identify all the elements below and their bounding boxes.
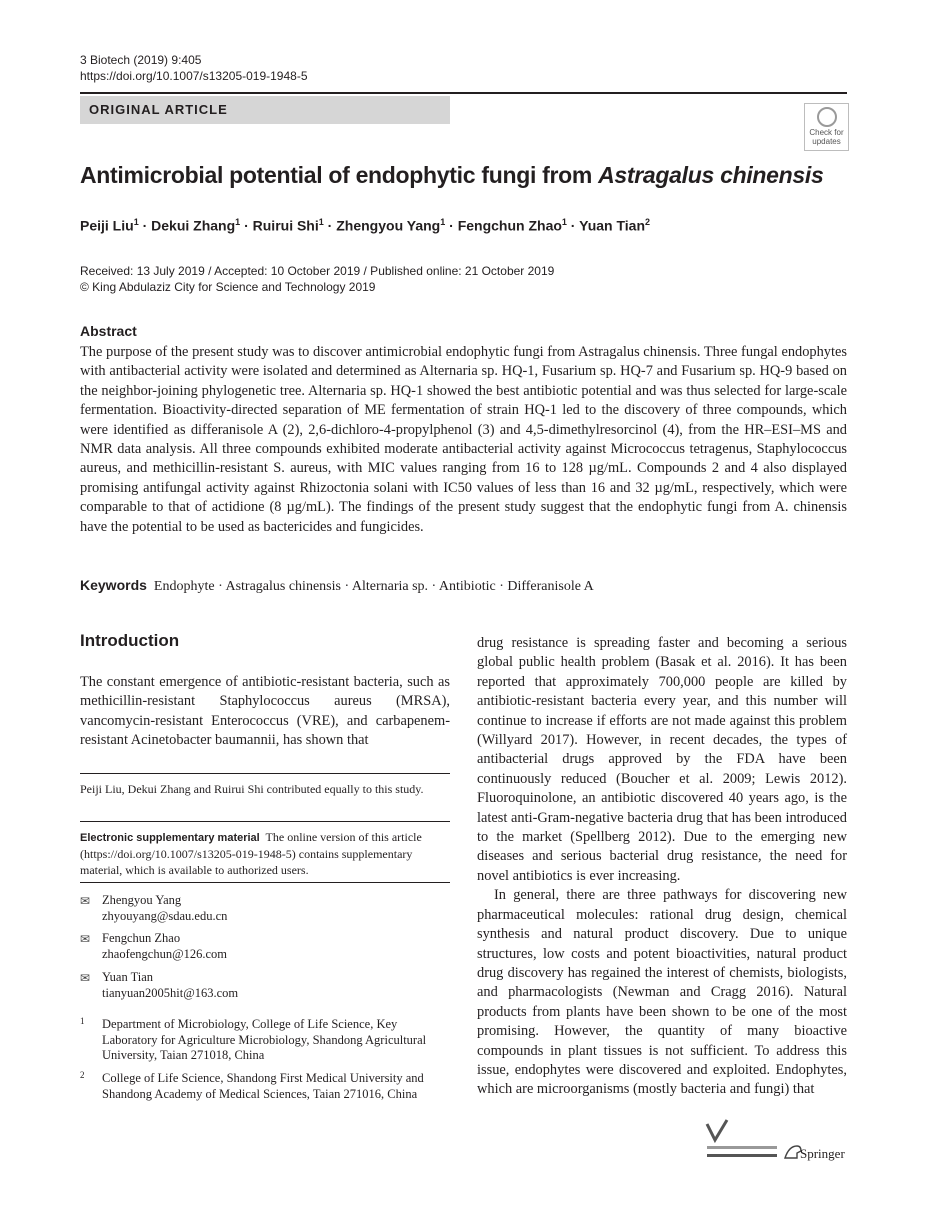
footnote-rule-3 <box>80 882 450 883</box>
affiliation-number: 2 <box>80 1070 85 1080</box>
affiliation-text: College of Life Science, Shandong First Medical University and Shandong Academy of Medical Sciences, Taian 271016, China <box>102 1071 424 1101</box>
author-name[interactable]: Zhengyou Yang <box>336 217 441 234</box>
check-for-updates-badge[interactable] <box>804 103 849 151</box>
author-name[interactable]: Dekui Zhang <box>151 217 236 234</box>
author-affiliation-sup: 1 <box>235 217 241 227</box>
header-rule <box>80 92 847 94</box>
author-affiliation-sup: 1 <box>133 217 139 227</box>
check-updates-label-2: updates <box>812 137 841 146</box>
esm-label: Electronic supplementary material <box>80 832 260 844</box>
author-name[interactable]: Fengchun Zhao <box>457 217 562 234</box>
author-separator: · <box>445 217 458 234</box>
springer-wordmark: Springer <box>800 1146 845 1161</box>
keywords-text: Endophyte · Astragalus chinensis · Alternaria sp. · Antibiotic · Differanisole A <box>153 579 594 594</box>
introduction-left-column: The constant emergence of antibiotic-resistant bacteria, such as methicillin-resistant Staphylococcus aureus (MRSA), vancomycin-resistant Enterococcus (VRE), and carbapenem-resistant Acinetobacter baumannii, has shown that <box>80 674 450 749</box>
article-title <box>80 162 823 189</box>
keywords-label: Keywords <box>80 577 147 593</box>
footnote-rule <box>80 773 450 774</box>
journal-reference: 3 Biotech (2019) 9:405 <box>80 53 202 67</box>
author-separator: · <box>138 217 152 234</box>
author-affiliation-sup: 1 <box>318 217 324 227</box>
title-species: Astragalus chinensis <box>598 162 824 188</box>
affiliation-number: 1 <box>80 1016 85 1026</box>
copyright-line: © King Abdulaziz City for Science and Technology 2019 <box>80 280 376 294</box>
author-name[interactable]: Peiji Liu <box>80 217 134 234</box>
envelope-icon: ✉ <box>80 971 91 985</box>
intro-paragraph-2: In general, there are three pathways for discovering new pharmaceutical molecules: rational drug design, chemical synthesis and natural product discovery. Due to unique structures, low costs and potent bioactivities, natural product drug discovery has regained the interest of chemists, biologists, and pharmacologists (Newman and Cragg 2016). Natural products from plants have been shown to be one of the most promising. However, the quantity of many bioactive compounds in plant tissues is not sufficient. To address this issue, endophytes were discovered and exploited. Endophytes, which are microorganisms (mostly bacteria and fungi) that <box>477 887 847 1098</box>
envelope-icon: ✉ <box>80 894 91 908</box>
contact-name: Yuan Tian <box>102 970 154 984</box>
esm-note <box>80 829 450 878</box>
abstract-heading: Abstract <box>80 323 137 339</box>
publication-dates: Received: 13 July 2019 / Accepted: 10 October 2019 / Published online: 21 October 2019 <box>80 264 555 278</box>
esm-text: The online version of this article (https://doi.org/10.1007/s13205-019-1948-5) contains supplementary material, which is available to authorized users. <box>80 830 422 877</box>
envelope-icon: ✉ <box>80 932 91 946</box>
abstract-text: The purpose of the present study was to discover antimicrobial endophytic fungi from Astragalus chinensis. Three fungal endophytes with antibacterial activity were isolated and determined as Alternaria sp. HQ-1, Fusarium sp. HQ-7 and Fusarium sp. HQ-9 based on the neighbor-joining phylogenetic tree. Alternaria sp. HQ-1 showed the best antibiotic potential and was thus selected for large-scale fermentation. Bioactivity-directed separation of ME fermentation of strain HQ-1 led to the discovery of three compounds, which were identified as differanisole A (2), 2,6-dichloro-4-propylphenol (3) and 4,5-dimethylresorcinol (4), from the HR–ESI–MS and NMR data analysis. All three compounds exhibited moderate antibacterial activity against Micrococcus tetragenus, Staphylococcus aureus, and methicillin-resistant S. aureus, with MIC values ranging from 16 to 128 µg/mL. Compounds 2 and 4 also displayed promising antifungal activity against Rhizoctonia solani with IC50 values of less than 16 and 32 µg/mL, respectively, which were comparable to that of actidione (8 µg/mL). The findings of the present study suggest that the endophytic fungi from A. chinensis have the potential to be used as bactericides and fungicides. <box>80 344 847 535</box>
contact-name: Zhengyou Yang <box>102 893 182 907</box>
check-updates-label-1: Check for <box>809 128 844 137</box>
author-separator: · <box>566 217 580 234</box>
introduction-heading: Introduction <box>80 631 180 650</box>
kacst-logo <box>707 1120 777 1157</box>
contact-email[interactable]: tianyuan2005hit@163.com <box>102 986 239 1000</box>
contact-name: Fengchun Zhao <box>102 931 181 945</box>
springer-horse-icon <box>785 1146 801 1158</box>
check-updates-icon <box>817 107 837 127</box>
author-name[interactable]: Yuan Tian <box>579 217 645 234</box>
author-separator: · <box>240 217 253 234</box>
author-name[interactable]: Ruirui Shi <box>252 217 319 234</box>
footnote-rule-2 <box>80 821 450 822</box>
article-type-banner: ORIGINAL ARTICLE <box>80 96 450 124</box>
contact-email[interactable]: zhaofengchun@126.com <box>102 947 228 961</box>
equal-contribution-note: Peiji Liu, Dekui Zhang and Ruirui Shi contributed equally to this study. <box>80 782 424 796</box>
author-affiliation-sup: 2 <box>645 217 651 227</box>
contact-email[interactable]: zhyouyang@sdau.edu.cn <box>102 909 228 923</box>
author-separator: · <box>323 217 337 234</box>
author-affiliation-sup: 1 <box>561 217 567 227</box>
title-text: Antimicrobial potential of endophytic fungi from <box>80 162 599 188</box>
intro-paragraph-1: drug resistance is spreading faster and becoming a serious global public health problem (Basak et al. 2016). It has been reported that approximately 700,000 people are killed by antibiotic-resistant bacteria every year, and this number will continue to increase if efforts are not made against this problem (Willyard 2017). However, in recent decades, the types of antibacterial drugs approved by the FDA have been continuously reduced (Boucher et al. 2009; Lewis 2012). Fluoroquinolone, an antibiotic discovered 40 years ago, is the latest anti-Gram-negative bacteria drug that has been introduced to the market (Spellberg 2012). Due to the emerging new diseases and serious bacterial drug resistance, the need for novel antibiotics is ever increasing. <box>477 635 847 884</box>
doi-link[interactable]: https://doi.org/10.1007/s13205-019-1948-5 <box>80 69 308 83</box>
author-list <box>80 217 650 234</box>
introduction-right-column <box>477 634 847 1100</box>
keywords <box>80 577 594 595</box>
affiliation-text: Department of Microbiology, College of Life Science, Key Laboratory for Agriculture Microbiology, Shandong Agricultural University, Taian 271018, China <box>102 1017 427 1062</box>
author-affiliation-sup: 1 <box>440 217 446 227</box>
